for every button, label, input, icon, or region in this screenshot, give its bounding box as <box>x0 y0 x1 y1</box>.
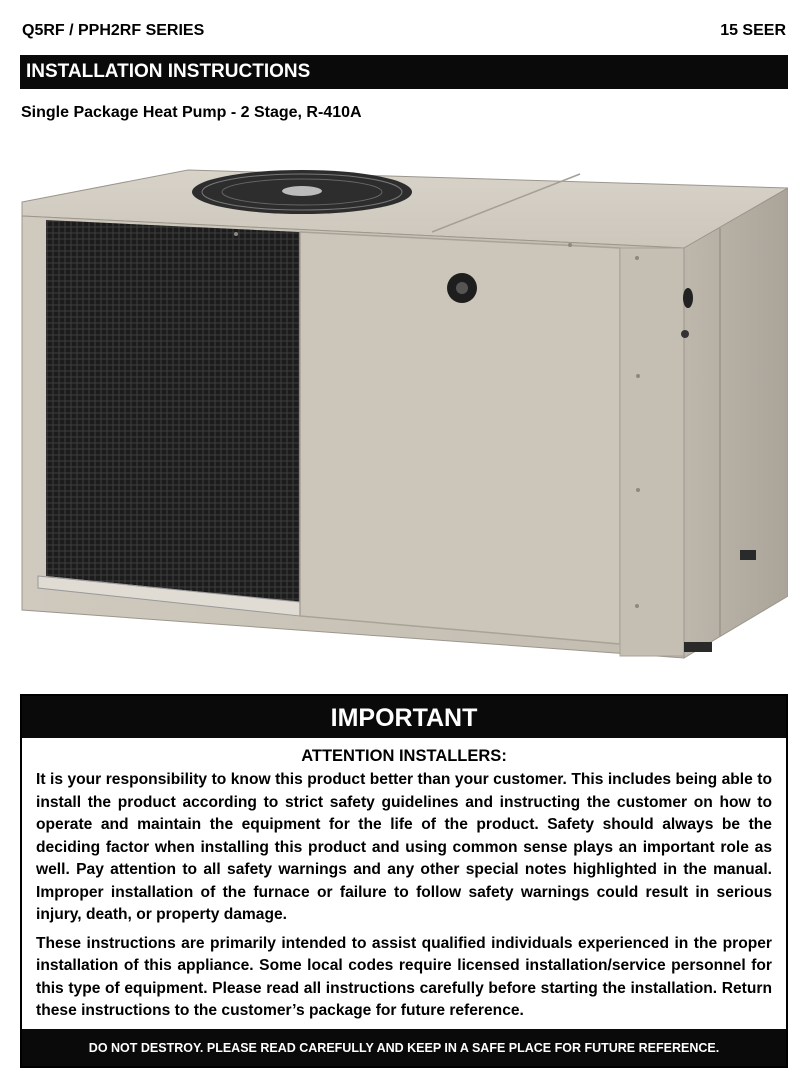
page-header <box>22 22 786 42</box>
series-label: Q5RF / PPH2RF SERIES <box>22 22 205 39</box>
important-notice-box <box>20 694 788 1068</box>
instructions-paragraph: These instructions are primarily intended to assist qualified individuals experienced in the proper installation of this appliance. Some local codes require licensed installation/service personnel for this type of equipment. Please read all instructions carefully before starting the installation. Return these instructions to the customer’s package for future reference. <box>36 934 772 1019</box>
responsibility-paragraph: It is your responsibility to know this product better than your customer. This includes being able to install the product according to strict safety guidelines and instructing the customer on how to operate and maintain the equipment for the life of the product. Safety should always be the deciding factor when installing this product and using common sense plays an important role as well. Pay attention to all safety warnings and any other special notes highlighted in the manual. Improper installation of the furnace or failure to follow safety warnings could result in serious injury, death, or property damage. <box>36 771 772 923</box>
section-title-bar: INSTALLATION INSTRUCTIONS <box>20 55 788 89</box>
do-not-destroy-bar: DO NOT DESTROY. PLEASE READ CAREFULLY AND KEEP IN A SAFE PLACE FOR FUTURE REFERENCE. <box>22 1029 786 1066</box>
product-subtitle: Single Package Heat Pump - 2 Stage, R-410A <box>21 104 362 121</box>
attention-heading: ATTENTION INSTALLERS: <box>301 747 507 765</box>
heat-pump-unit-photo <box>20 158 788 668</box>
seer-label: 15 SEER <box>720 22 786 39</box>
important-heading: IMPORTANT <box>22 696 786 738</box>
